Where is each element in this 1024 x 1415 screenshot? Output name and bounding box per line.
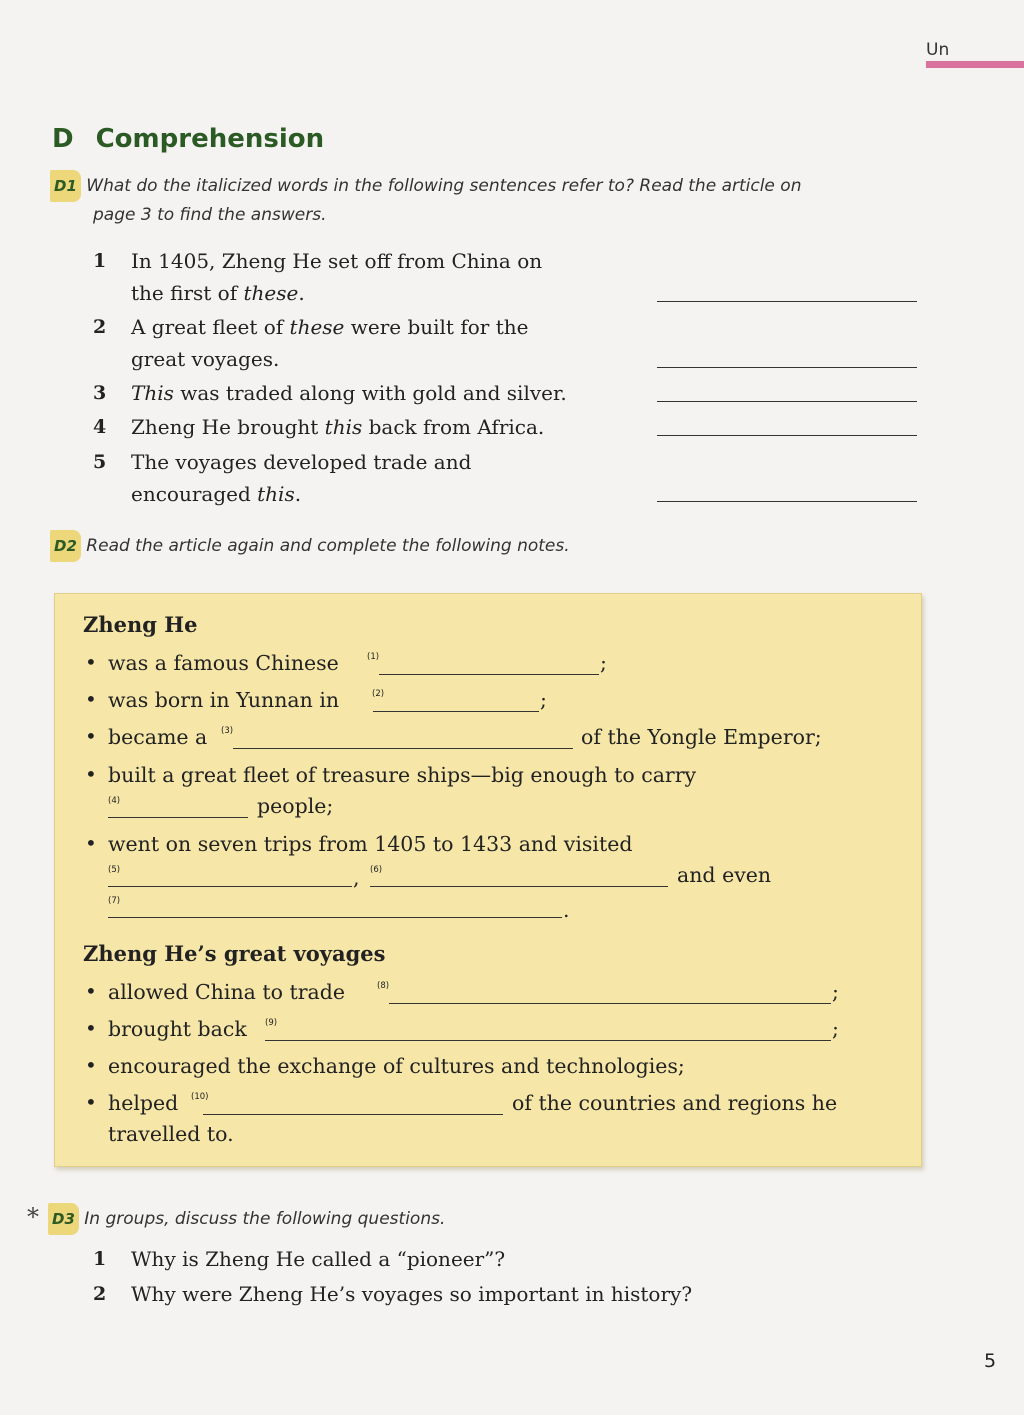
- question-text: A great fleet of these were built for the: [131, 315, 529, 339]
- discussion-number: 1: [93, 1248, 107, 1270]
- blank-8[interactable]: [389, 1002, 831, 1004]
- bullet: •: [85, 979, 97, 1003]
- note-4-text: built a great fleet of treasure ships—big enough to carry: [108, 763, 697, 787]
- blank-4[interactable]: [108, 816, 248, 818]
- answer-line[interactable]: [657, 434, 917, 436]
- blank-9[interactable]: [265, 1039, 831, 1041]
- discussion-number: 2: [93, 1283, 107, 1305]
- answer-line[interactable]: [657, 300, 917, 302]
- blank-2-number: (2): [372, 689, 385, 699]
- d1-instruction: [50, 170, 801, 202]
- bullet: •: [85, 1016, 97, 1040]
- d2-instruction: [50, 530, 570, 562]
- bullet: •: [85, 1053, 97, 1077]
- bullet: •: [85, 831, 97, 855]
- question-text: This was traded along with gold and silver.: [131, 381, 567, 405]
- question-text: the first of these.: [131, 281, 305, 305]
- discussion-question: Why were Zheng He’s voyages so important in history?: [131, 1282, 693, 1306]
- blank-10[interactable]: [203, 1113, 503, 1115]
- note-3-text: became a: [108, 725, 208, 749]
- question-text: encouraged this.: [131, 482, 302, 506]
- note-1-end: ;: [600, 651, 607, 675]
- blank-8-number: (8): [377, 981, 390, 991]
- discussion-question: Why is Zheng He called a “pioneer”?: [131, 1247, 506, 1271]
- section-letter: D: [52, 124, 74, 154]
- bullet: •: [85, 724, 97, 748]
- section-title: [52, 124, 324, 154]
- question-text: great voyages.: [131, 347, 280, 371]
- bullet: •: [85, 1090, 97, 1114]
- voyage-1-end: ;: [832, 980, 839, 1004]
- bullet: •: [85, 762, 97, 786]
- question-number: 4: [93, 416, 107, 438]
- d1-instruction-line1: What do the italicized words in the following sentences refer to? Read the article on: [86, 176, 802, 196]
- question-number: 2: [93, 316, 107, 338]
- note-1-text: was a famous Chinese: [108, 651, 339, 675]
- blank-6[interactable]: [370, 885, 668, 887]
- d2-badge: D2: [50, 530, 81, 562]
- blank-7-number: (7): [108, 896, 121, 906]
- notes-heading-voyages: Zheng He’s great voyages: [83, 941, 386, 966]
- question-number: 1: [93, 250, 107, 272]
- bullet: •: [85, 687, 97, 711]
- answer-line[interactable]: [657, 400, 917, 402]
- question-number: 5: [93, 451, 107, 473]
- d1-instruction-line2: page 3 to find the answers.: [93, 205, 327, 225]
- blank-10-number: (10): [191, 1092, 209, 1102]
- answer-line[interactable]: [657, 366, 917, 368]
- italic-word: this: [324, 415, 363, 439]
- question-text: Zheng He brought this back from Africa.: [131, 415, 545, 439]
- notes-box: [54, 593, 922, 1167]
- note-5-and-even: and even: [677, 863, 772, 887]
- note-3-end: of the Yongle Emperor;: [581, 725, 822, 749]
- question-text: In 1405, Zheng He set off from China on: [131, 249, 543, 273]
- italic-word: these: [243, 281, 299, 305]
- d3-instruction: [48, 1203, 445, 1235]
- d3-instruction-text: In groups, discuss the following questions.: [84, 1209, 446, 1229]
- d2-instruction-text: Read the article again and complete the following notes.: [86, 536, 570, 556]
- notes-heading-zheng-he: Zheng He: [83, 612, 198, 637]
- note-5-end: .: [563, 898, 570, 922]
- answer-line[interactable]: [657, 500, 917, 502]
- blank-7[interactable]: [108, 916, 562, 918]
- blank-3-number: (3): [221, 726, 234, 736]
- optional-star-icon: *: [27, 1203, 39, 1231]
- blank-4-number: (4): [108, 796, 121, 806]
- voyage-1-text: allowed China to trade: [108, 980, 345, 1004]
- blank-1[interactable]: [379, 673, 599, 675]
- italic-word: this: [257, 482, 295, 506]
- voyage-4-text: helped: [108, 1091, 179, 1115]
- blank-6-number: (6): [370, 865, 383, 875]
- note-2-end: ;: [540, 688, 547, 712]
- voyage-2-text: brought back: [108, 1017, 247, 1041]
- italic-word: This: [131, 381, 174, 405]
- unit-tab: Un: [926, 40, 950, 60]
- d3-badge: D3: [48, 1203, 79, 1235]
- voyage-3-text: encouraged the exchange of cultures and technologies;: [108, 1054, 685, 1078]
- question-text: The voyages developed trade and: [131, 450, 472, 474]
- note-5-text: went on seven trips from 1405 to 1433 and visited: [108, 832, 633, 856]
- blank-1-number: (1): [367, 652, 380, 662]
- note-2-text: was born in Yunnan in: [108, 688, 340, 712]
- blank-5-comma: ,: [353, 866, 360, 890]
- blank-9-number: (9): [265, 1018, 278, 1028]
- bullet: •: [85, 650, 97, 674]
- voyage-2-end: ;: [832, 1017, 839, 1041]
- unit-tab-bar: [926, 61, 1024, 68]
- page-number: 5: [984, 1350, 997, 1372]
- note-4-end: people;: [257, 794, 334, 818]
- voyage-4-line2: travelled to.: [108, 1122, 234, 1146]
- blank-3[interactable]: [233, 747, 573, 749]
- italic-word: these: [289, 315, 345, 339]
- blank-5-number: (5): [108, 865, 121, 875]
- question-number: 3: [93, 382, 107, 404]
- d1-badge: D1: [50, 170, 81, 202]
- blank-2[interactable]: [373, 710, 539, 712]
- section-heading: Comprehension: [95, 124, 325, 154]
- voyage-4-end: of the countries and regions he: [512, 1091, 838, 1115]
- blank-5[interactable]: [108, 885, 352, 887]
